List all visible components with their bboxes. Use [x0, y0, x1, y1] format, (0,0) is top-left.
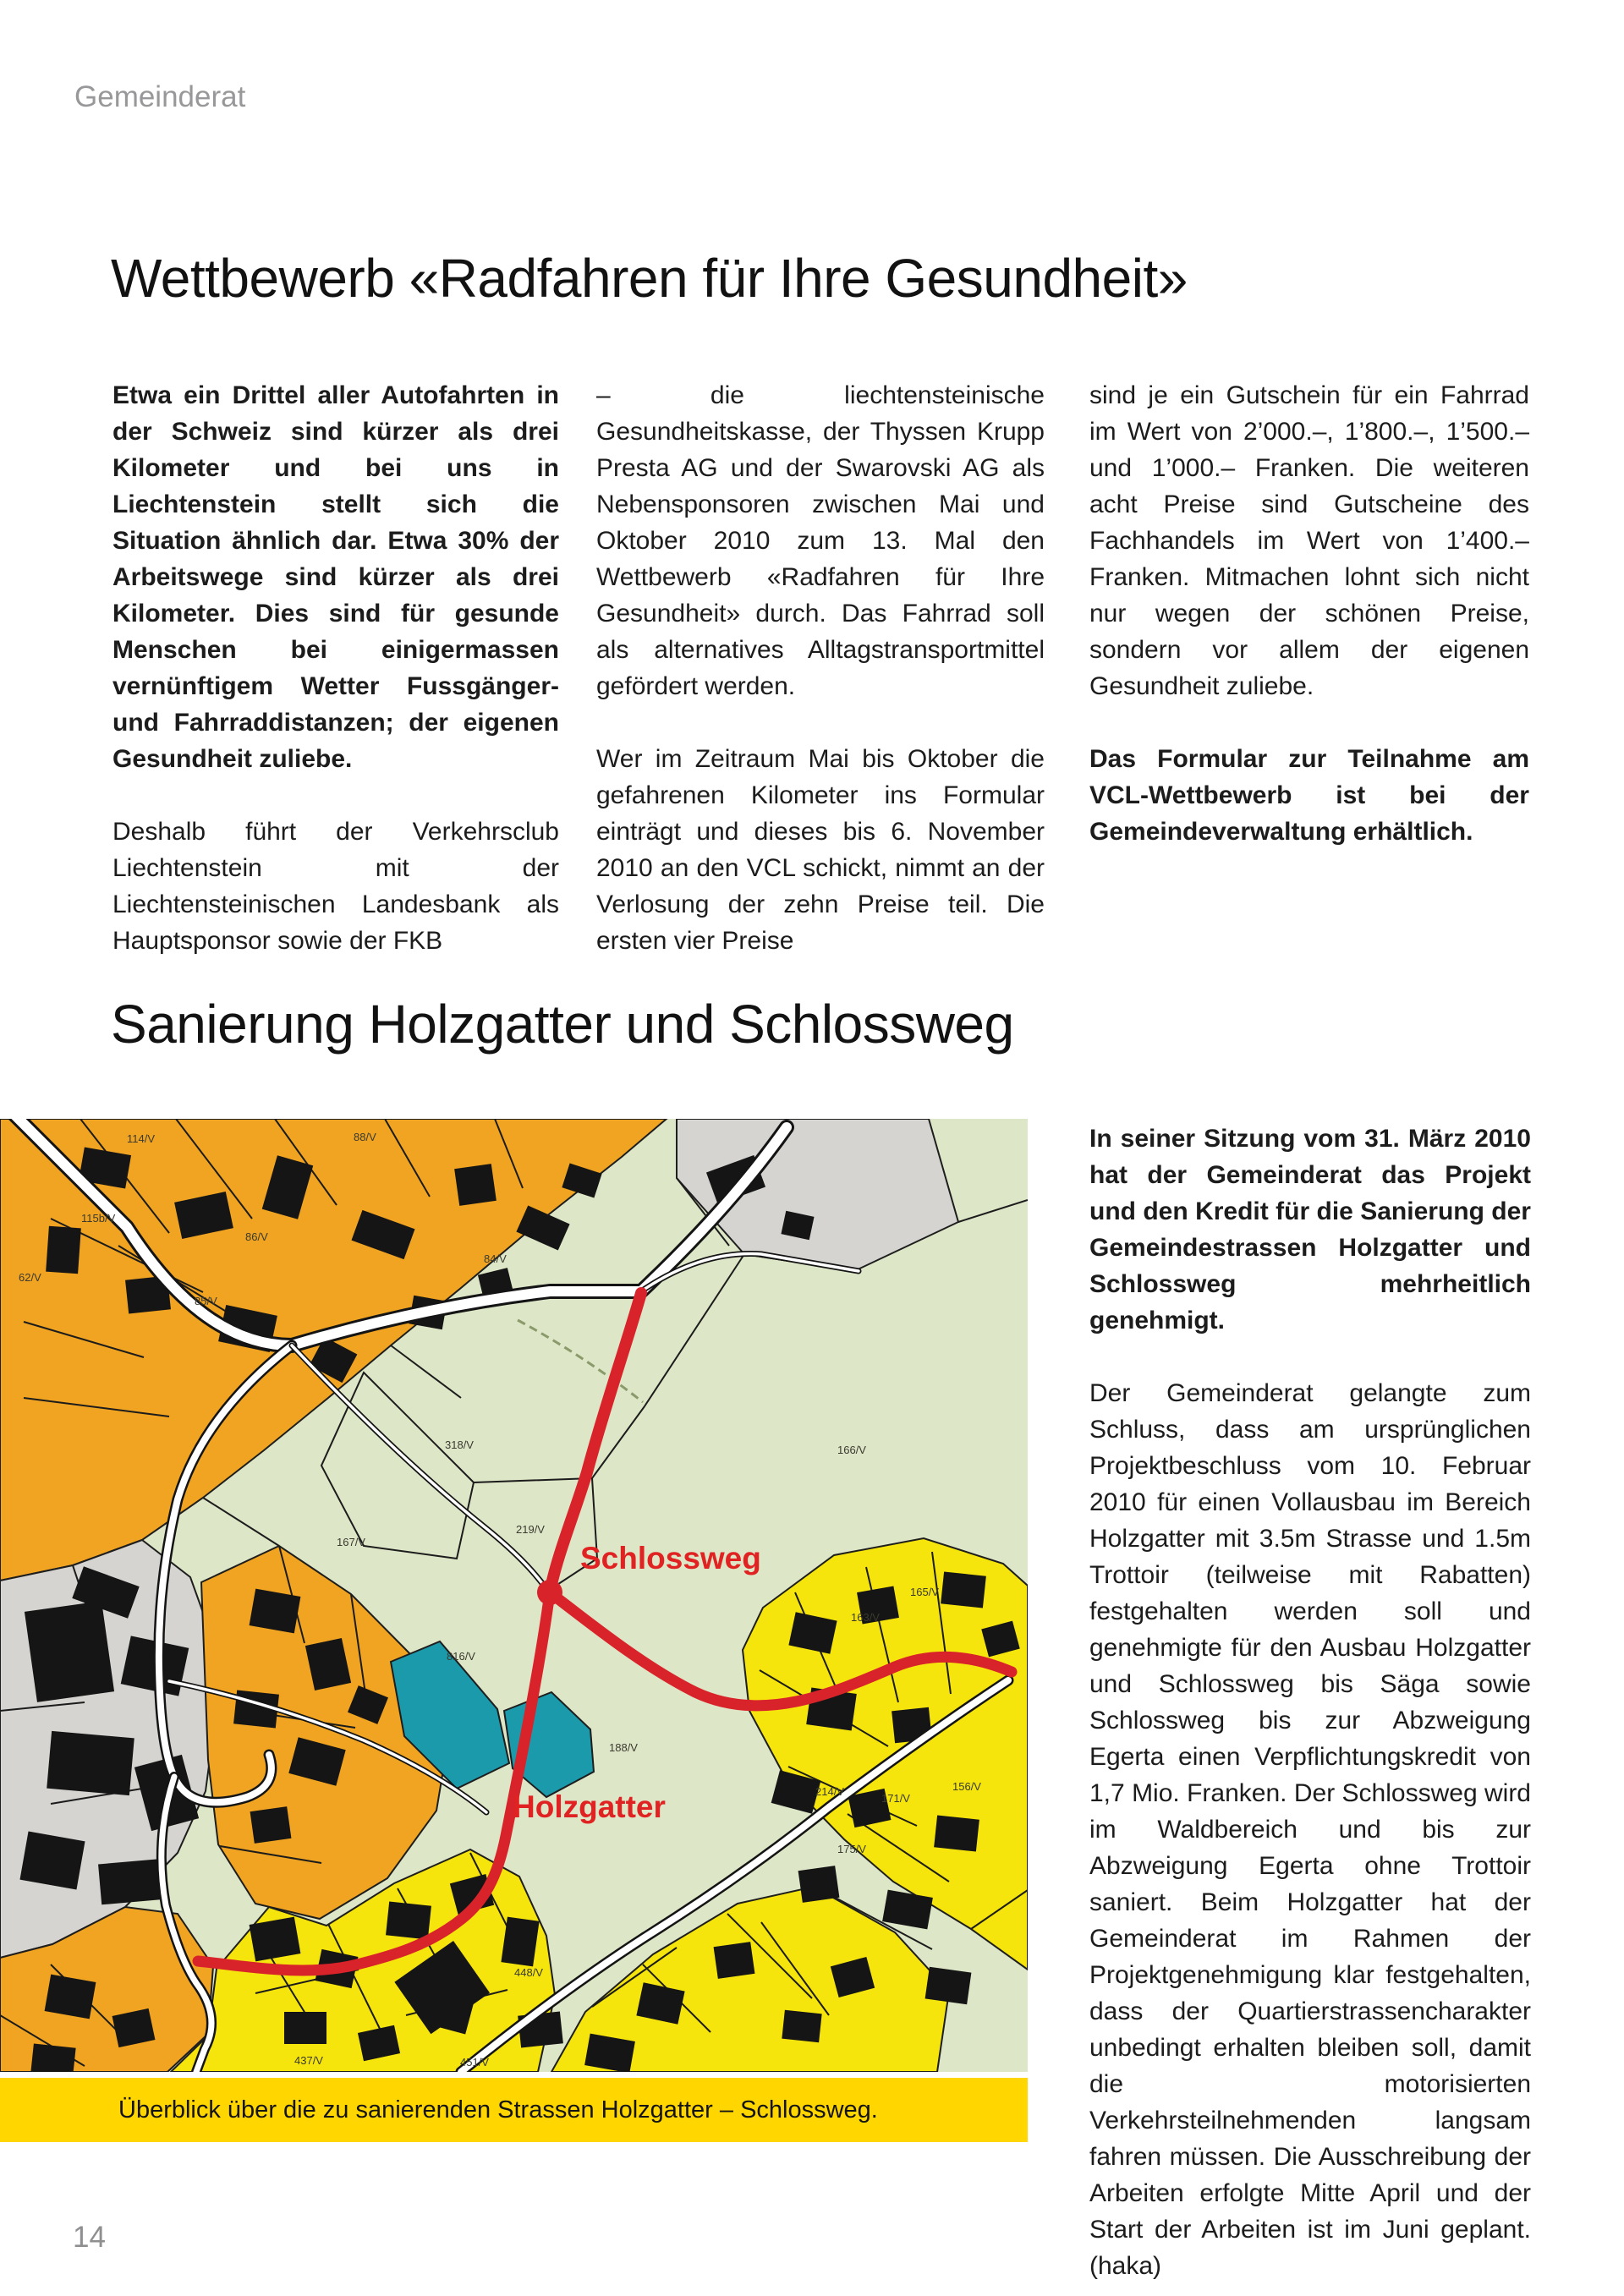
- cadastral-map-figure: [0, 1119, 1028, 2072]
- route-junction: [537, 1580, 562, 1605]
- svg-text:219/V: 219/V: [516, 1523, 545, 1536]
- article2-title: Sanierung Holzgatter und Schlossweg: [111, 994, 1014, 1055]
- svg-text:84/V: 84/V: [484, 1252, 507, 1265]
- svg-text:437/V: 437/V: [294, 2054, 323, 2067]
- holzgatter-label: Holzgatter: [513, 1789, 666, 1824]
- article1-col2-paragraph-2: Wer im Zeitraum Mai bis Oktober die gefahrenen Kilometer ins Formular einträgt und dieses bis 6. November 2010 an den VCL schickt, nimmt an der Verlosung der zehn Preise teil. Die ersten vier Preise: [596, 745, 1045, 955]
- svg-text:167/V: 167/V: [337, 1536, 365, 1548]
- svg-text:318/V: 318/V: [445, 1438, 474, 1451]
- section-kicker: Gemeinderat: [74, 80, 246, 113]
- article1-column-2: [596, 377, 1045, 995]
- article1-col1-lead-paragraph: Etwa ein Drittel aller Autofahrten in der Schweiz sind kürzer als drei Kilometer und bei uns in Liechtenstein stellt sich die Situation ähnlich dar. Etwa 30% der Arbeitswege sind kürzer als drei Kilometer. Dies sind für gesunde Menschen bei einigermassen vernünftigem Wetter Fussgänger- und Fahrraddistanzen; der eigenen Gesundheit zuliebe.: [112, 381, 559, 773]
- svg-text:214/V: 214/V: [815, 1785, 844, 1798]
- article1-col3-bold-paragraph: Das Formular zur Teilnahme am VCL-Wettbewerb ist bei der Gemeindeverwaltung erhältlich.: [1089, 745, 1529, 846]
- svg-text:163/V: 163/V: [851, 1611, 880, 1624]
- article1-col1-paragraph: Deshalb führt der Verkehrsclub Liechtenstein mit der Liechtensteinischen Landesbank als Hauptsponsor sowie der FKB: [112, 818, 559, 955]
- article2-lead-paragraph: In seiner Sitzung vom 31. März 2010 hat der Gemeinderat das Projekt und den Kredit für die Sanierung der Gemeindestrassen Holzgatter und Schlossweg mehrheitlich genehmigt.: [1089, 1125, 1531, 1334]
- svg-text:156/V: 156/V: [952, 1780, 981, 1793]
- article1-col2-paragraph-1: – die liechtensteinische Gesundheitskasse, der Thyssen Krupp Presta AG und der Swarovski AG als Nebensponsoren zwischen Mai und Oktober 2010 zum 13. Mal den Wettbewerb «Radfahren für Ihre Gesundheit» durch. Das Fahrrad soll als alternatives Alltagstransportmittel gefördert werden.: [596, 381, 1045, 700]
- svg-text:62/V: 62/V: [19, 1271, 41, 1284]
- svg-text:175/V: 175/V: [837, 1843, 866, 1855]
- article1-title: Wettbewerb «Radfahren für Ihre Gesundheit»: [111, 248, 1188, 309]
- svg-text:88/V: 88/V: [354, 1131, 376, 1143]
- svg-text:816/V: 816/V: [447, 1650, 475, 1663]
- svg-text:85/V: 85/V: [195, 1295, 217, 1307]
- article1-column-1: [112, 377, 559, 995]
- page-number: 14: [73, 2221, 106, 2254]
- svg-text:448/V: 448/V: [514, 1966, 543, 1979]
- svg-text:165/V: 165/V: [910, 1586, 939, 1598]
- svg-text:166/V: 166/V: [837, 1444, 866, 1456]
- svg-text:86/V: 86/V: [245, 1230, 268, 1243]
- svg-text:114/V: 114/V: [127, 1132, 156, 1145]
- map-caption-bar: [0, 2078, 1028, 2142]
- svg-text:188/V: 188/V: [609, 1741, 638, 1754]
- article2-body-paragraph: Der Gemeinderat gelangte zum Schluss, dass am ursprünglichen Projektbeschluss vom 10. Februar 2010 für einen Vollausbau im Bereich Holzgatter mit 3.5m Strasse und 1.5m Trottoir (teilweise mit Rabatten) festgehalten werden soll und genehmigte für den Ausbau Holzgatter und Schlossweg bis Säga sowie Schlossweg bis zur Abzweigung Egerta einen Verpflichtungskredit von 1,7 Mio. Franken. Der Schlossweg wird im Waldbereich und bis zur Abzweigung Egerta ohne Trottoir saniert. Beim Holzgatter hat der Gemeinderat im Rahmen der Projektgenehmigung klar festgehalten, dass der Quartierstrassencharakter unbedingt erhalten bleiben soll, damit die motorisierten Verkehrsteilnehmenden langsam fahren müssen. Die Ausschreibung der Arbeiten erfolgte Mitte April und der Start der Arbeiten ist im Juni geplant. (haka): [1089, 1379, 1531, 2280]
- svg-text:451/V: 451/V: [460, 2056, 489, 2069]
- article1-column-3: [1089, 377, 1529, 886]
- svg-text:171/V: 171/V: [881, 1792, 910, 1805]
- article1-col3-paragraph-1: sind je ein Gutschein für ein Fahrrad im Wert von 2’000.–, 1’800.–, 1’500.– und 1’000.– Franken. Die weiteren acht Preise sind Gutscheine des Fachhandels im Wert von 1’400.– Franken. Mitmachen lohnt sich nicht nur wegen der schönen Preise, sondern vor allem der eigenen Gesundheit zuliebe.: [1089, 381, 1529, 700]
- map-caption-text: Überblick über die zu sanierenden Strassen Holzgatter – Schlossweg.: [118, 2096, 878, 2123]
- svg-text:115b/V: 115b/V: [81, 1212, 116, 1225]
- article2-column: [1089, 1121, 1531, 2296]
- cadastral-map: [0, 1119, 1028, 2072]
- schlossweg-label: Schlossweg: [580, 1541, 761, 1575]
